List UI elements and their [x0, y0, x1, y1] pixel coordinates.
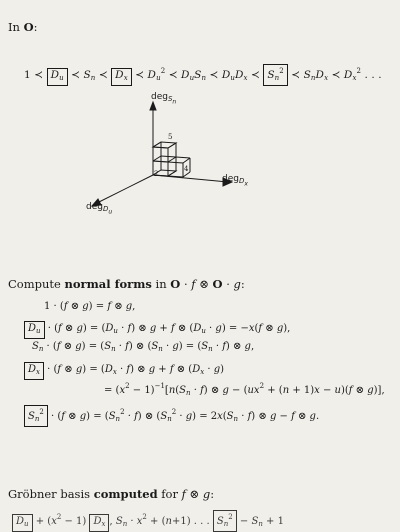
boxed-dx-eq: $D_x$	[24, 362, 44, 380]
equation-line-3: $S_n \cdot (f$ ⊗ $g) = (S_n \cdot f)$ ⊗ $(S_n \cdot g) = (S_n \cdot f)$ ⊗ g,	[32, 341, 255, 353]
monomial-order-chain: 1 ≺ $D_u$ ≺ $S_n$ ≺ $D_x$ ≺ $D_u^2$ ≺ $D_uS_n$ ≺ $D_uD_x$ ≺ $S_n^2$ ≺ $S_nD_x$ ≺ $D_x^2$ . . .	[24, 64, 382, 86]
boxed-sn2: $S_n^2$	[263, 64, 287, 86]
boxed-dx: $D_x$	[111, 68, 132, 86]
section-grobner-heading: Gröbner basis computed for f ⊗ g:	[8, 487, 215, 501]
equation-line-1: 1 · (f ⊗ g) = f ⊗ g,	[44, 301, 136, 312]
axis-sn-label: deg$_{S_n}$	[151, 92, 177, 106]
equation-line-6: $S_n^2 \cdot (f$ ⊗ $g) = (S_n^2 \cdot f)$ ⊗ $(S_n^2 \cdot g) = 2x(S_n \cdot f)$ ⊗ g − f ⊗ g.	[24, 405, 319, 427]
diagram-mark-5: 5	[168, 133, 173, 141]
diagram-mark-4: 4	[184, 165, 189, 173]
ring-label: In O:	[8, 20, 38, 34]
grobner-basis-line-partial: $D_u + (x^2 - 1)$ $D_x$ , $S_n \cdot x^2 + (n+1)$ . . . $S_n^2 - S_n + 1$	[12, 510, 284, 532]
axis-du-label: deg$_{D_u}$	[86, 202, 113, 216]
axis-dx-label: deg$_{D_x}$	[222, 174, 248, 188]
section-normal-forms-heading: Compute normal forms in O · f ⊗ O · g:	[8, 277, 245, 291]
boxed-sn2-eq: $S_n^2$	[24, 405, 48, 427]
axis-du-line	[95, 175, 153, 204]
equation-line-4: $D_x \cdot (f$ ⊗ $g) = (D_x \cdot f)$ ⊗ g + f ⊗ $(D_x \cdot g)$	[24, 362, 224, 380]
boxed-du: $D_u$	[47, 68, 68, 86]
boxed-du-eq: $D_u$	[24, 321, 45, 339]
diagram-mark-2: 2	[154, 170, 159, 178]
equation-line-5: = $(x^2 - 1)^{-1}[n(S_n \cdot f)$ ⊗ $g - (ux^2 + (n + 1)x - u)(f$ ⊗ g)],	[104, 382, 385, 397]
equation-line-2: $D_u \cdot (f$ ⊗ $g) = (D_u \cdot f)$ ⊗ g + f ⊗ $(D_u \cdot g) = -x(f$ ⊗ g),	[24, 321, 290, 339]
